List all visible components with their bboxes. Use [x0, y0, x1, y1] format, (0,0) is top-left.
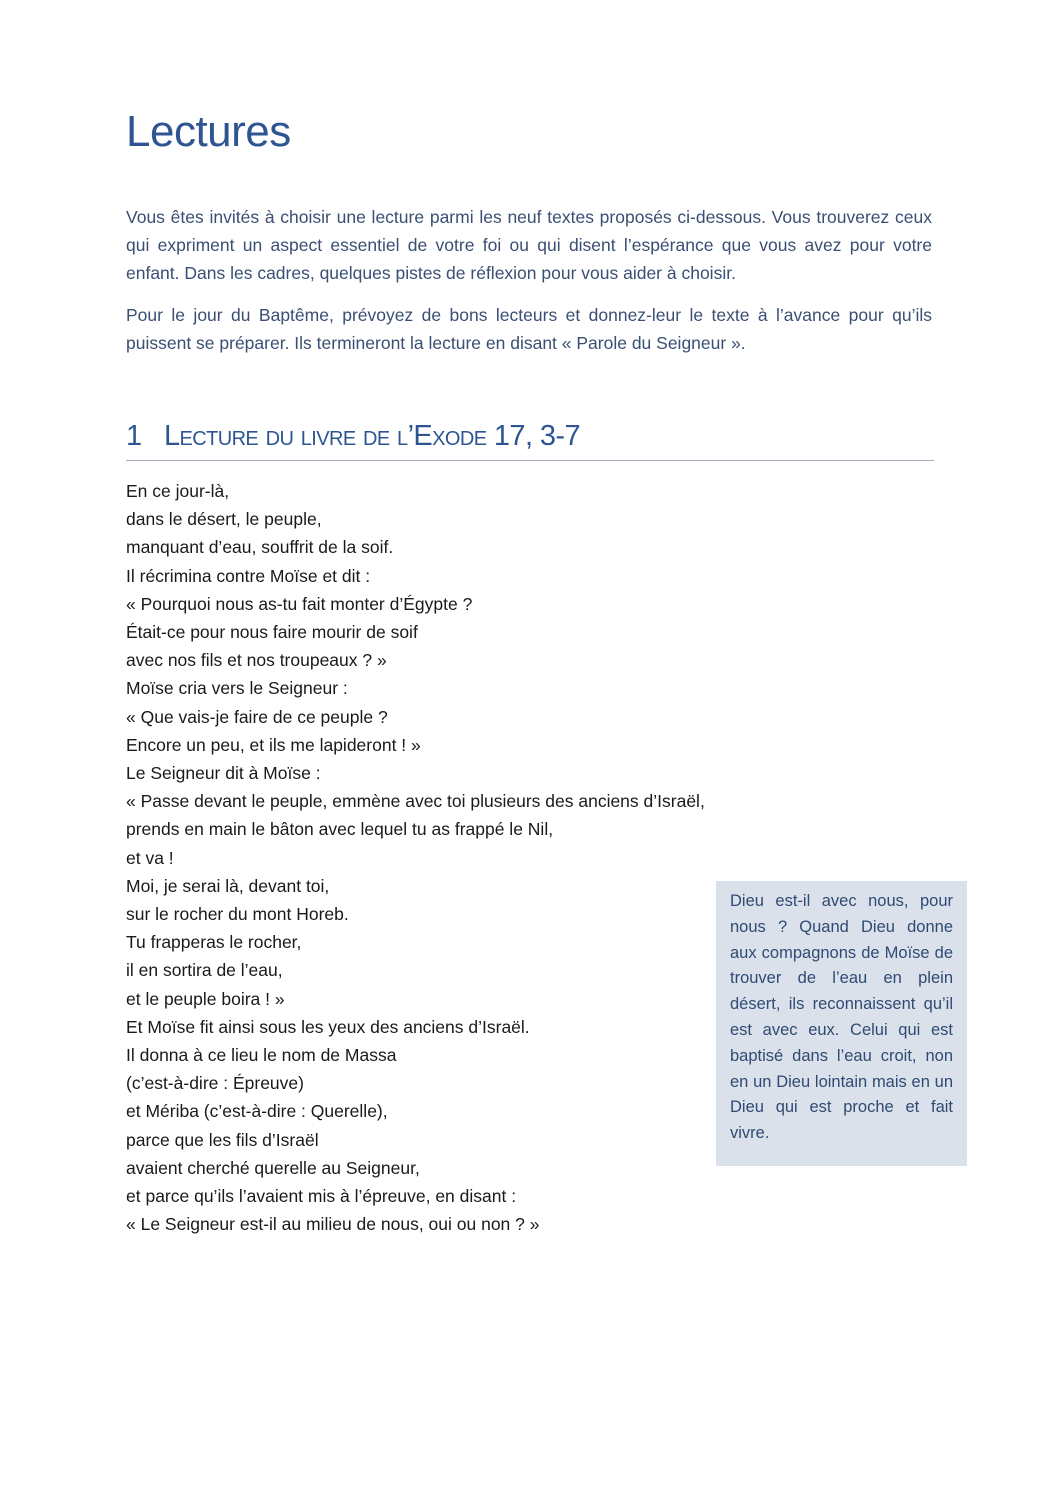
intro-paragraph: Pour le jour du Baptême, prévoyez de bons lecteurs et donnez-leur le texte à l’avance pour qu’ils puissent se préparer. Ils termineront la lecture en disant « Parole du Seigneur ». — [126, 305, 932, 353]
reading-line: Tu frapperas le rocher, — [126, 932, 302, 953]
reading-line: Le Seigneur dit à Moïse : — [126, 763, 321, 784]
reading-line: et parce qu’ils l’avaient mis à l’épreuve, en disant : — [126, 1186, 517, 1207]
reading-line: Et Moïse fit ainsi sous les yeux des anciens d’Israël. — [126, 1016, 530, 1037]
reading-line: (c’est-à-dire : Épreuve) — [126, 1073, 304, 1094]
reading-line: manquant d’eau, souffrit de la soif. — [126, 537, 394, 558]
section-title: Lecture du livre de l’Exode 17, 3-7 — [164, 420, 580, 452]
reading-line: et le peuple boira ! » — [126, 988, 285, 1009]
intro-text — [126, 203, 932, 371]
reading-line: avaient cherché querelle au Seigneur, — [126, 1157, 420, 1178]
reading-line: « Le Seigneur est-il au milieu de nous, oui ou non ? » — [126, 1214, 540, 1235]
reading-line: Moïse cria vers le Seigneur : — [126, 678, 348, 699]
reading-line: Moi, je serai là, devant toi, — [126, 875, 330, 896]
reading-line: En ce jour-là, — [126, 481, 230, 501]
reading-line: sur le rocher du mont Horeb. — [126, 904, 349, 925]
section-heading — [126, 418, 934, 461]
section-number: 1 — [126, 420, 143, 452]
intro-paragraph: Vous êtes invités à choisir une lecture parmi les neuf textes proposés ci-dessous. Vous trouverez ceux qui expriment un aspect essentiel de votre foi ou qui disent l’espérance que vous avez pour votre enfant. Dans les cadres, quelques pistes de réflexion pour vous aider à choisir. — [126, 207, 932, 283]
reading-line: avec nos fils et nos troupeaux ? » — [126, 650, 387, 671]
reading-line: et va ! — [126, 847, 174, 868]
reading-line: « Que vais-je faire de ce peuple ? — [126, 706, 388, 727]
reading-line: il en sortira de l’eau, — [126, 960, 283, 981]
reflection-text: Dieu est-il avec nous, pour nous ? Quand Dieu donne aux compagnons de Moïse de trouver de l’eau en plein désert, ils reconnaissent qu’il est avec eux. Celui qui est baptisé dans l’eau croit, non en un Dieu lointain mais en un Dieu qui est proche et fait vivre. — [730, 892, 953, 1143]
reading-line: et Mériba (c’est-à-dire : Querelle), — [126, 1101, 388, 1122]
reading-line: parce que les fils d’Israël — [126, 1129, 319, 1150]
reading-line: Il donna à ce lieu le nom de Massa — [126, 1045, 397, 1066]
reading-line: « Pourquoi nous as-tu fait monter d’Égypte ? — [126, 593, 473, 614]
reading-line: dans le désert, le peuple, — [126, 509, 322, 530]
reading-line: prends en main le bâton avec lequel tu as frappé le Nil, — [126, 819, 554, 840]
page-title: Lectures — [126, 107, 291, 156]
reading-line: Encore un peu, et ils me lapideront ! » — [126, 734, 421, 755]
reading-line: Était-ce pour nous faire mourir de soif — [126, 622, 418, 643]
reflection-box — [716, 881, 967, 1166]
reading-line: « Passe devant le peuple, emmène avec toi plusieurs des anciens d’Israël, — [126, 791, 705, 812]
reading-line: Il récrimina contre Moïse et dit : — [126, 565, 371, 586]
